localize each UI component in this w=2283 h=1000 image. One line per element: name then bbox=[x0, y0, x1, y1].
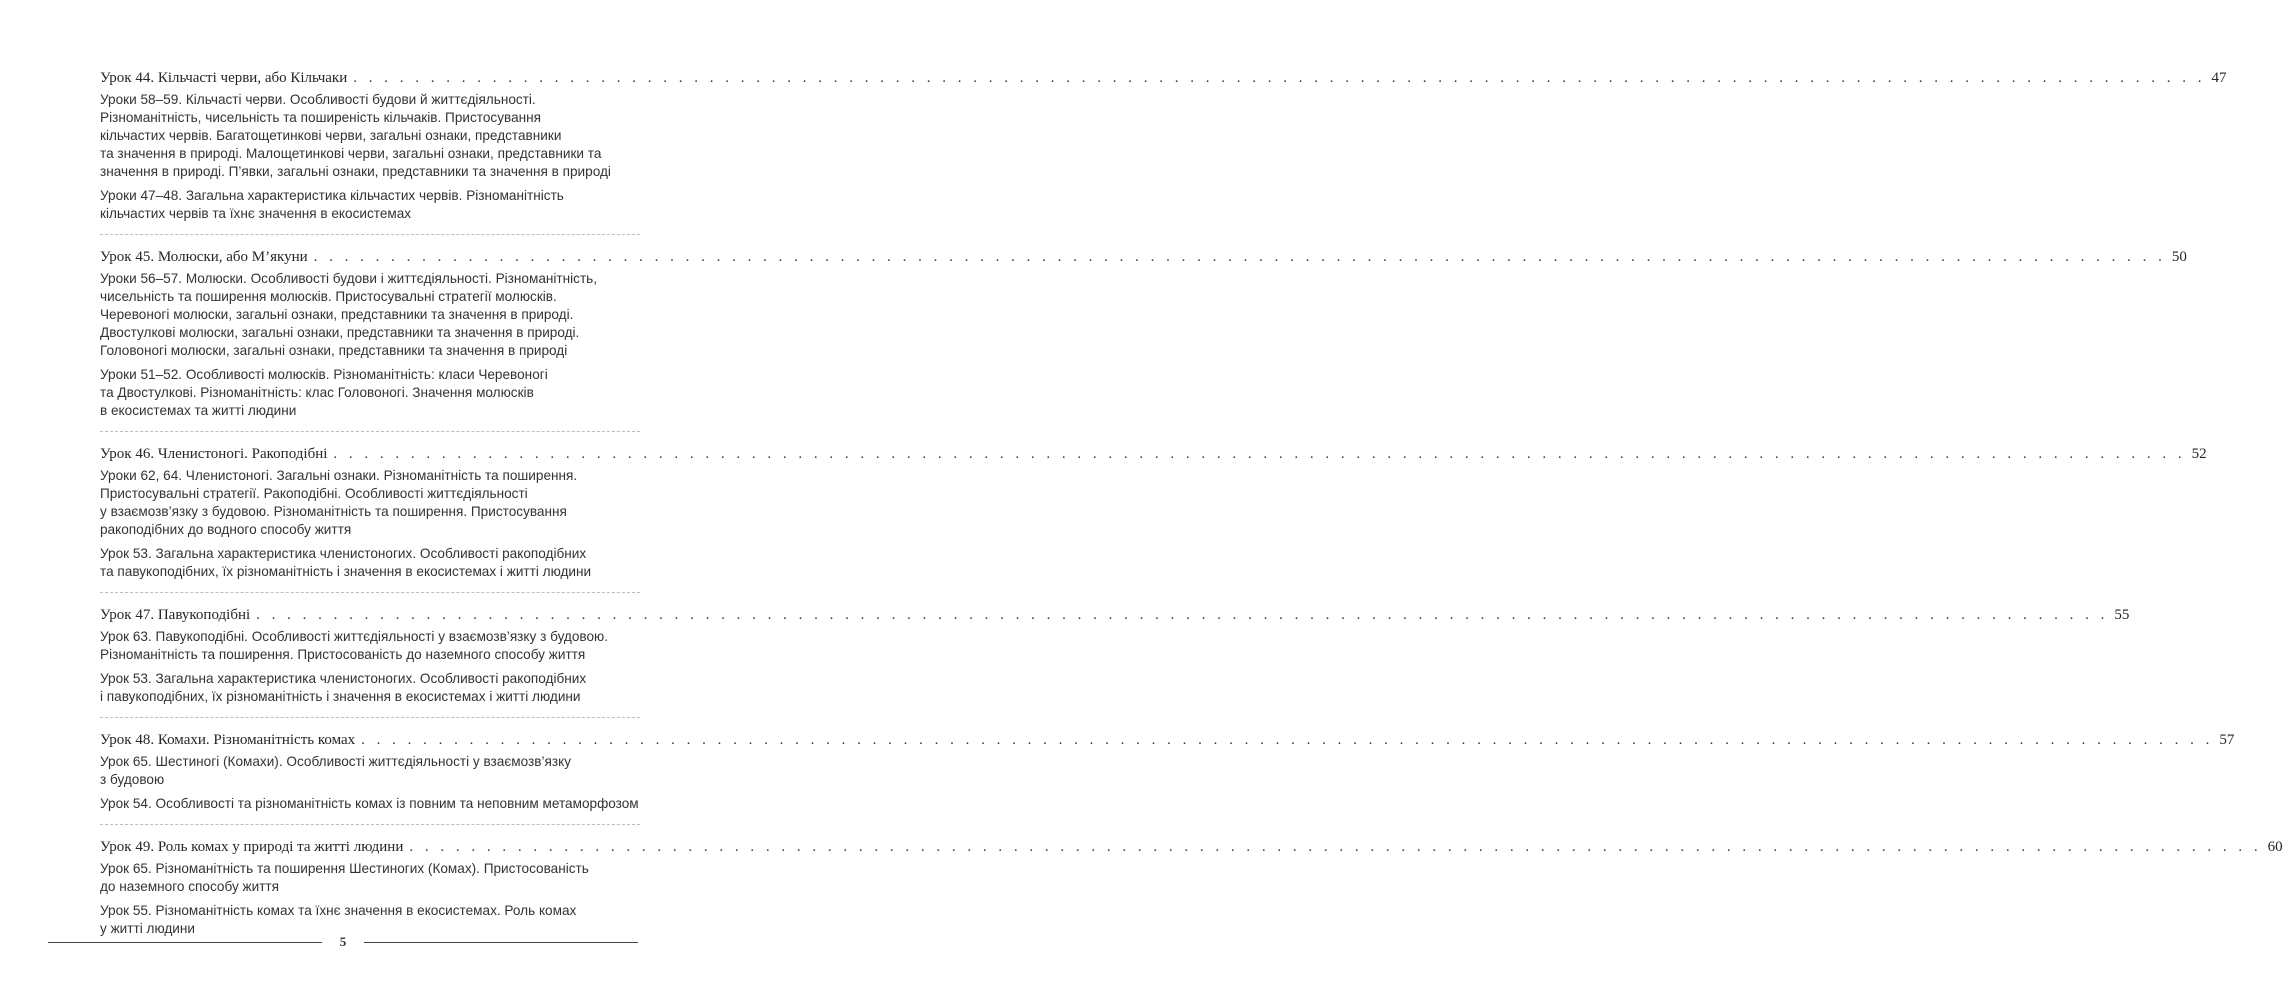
page-reference: 50 bbox=[2171, 249, 2187, 265]
toc-entry[interactable] bbox=[100, 247, 2187, 267]
lesson-description bbox=[100, 545, 640, 581]
description-line: Черевоногі молюски, загальні ознаки, представники та значення в природі. bbox=[100, 307, 574, 322]
lesson-description bbox=[100, 366, 640, 420]
lesson-title: Урок 45. Молюски, або М’якуни bbox=[100, 249, 308, 265]
page-number: 5 bbox=[339, 934, 347, 949]
toc-section bbox=[100, 247, 2187, 420]
description-line: Урок 53. Загальна характеристика членистоногих. Особливості ракоподібних bbox=[100, 671, 587, 686]
lesson-title: Урок 46. Членистоногі. Ракоподібні bbox=[100, 446, 328, 462]
dot-leader: . . . . . . . . . . . . . . . . . . . . . . . . . . . . . . . . . . . . . . . . . . . . . . . . . . . . . . . . . . . . . . . . . . . . . . . . . . . . . . . . . . . . . . . . . . . . . . . . . . . . . . . . . . . . . . . . . . . . . . . . bbox=[256, 607, 2109, 623]
section-divider bbox=[100, 431, 640, 432]
description-line: ракоподібних до водного способу життя bbox=[100, 522, 352, 537]
dot-leader: . . . . . . . . . . . . . . . . . . . . . . . . . . . . . . . . . . . . . . . . . . . . . . . . . . . . . . . . . . . . . . . . . . . . . . . . . . . . . . . . . . . . . . . . . . . . . . . . . . . . . . . . . . . . . . . . . . . . . . . . bbox=[313, 249, 2166, 265]
lesson-title: Урок 44. Кільчасті черви, або Кільчаки bbox=[100, 70, 348, 86]
toc-section bbox=[100, 68, 2227, 223]
section-divider bbox=[100, 592, 640, 593]
lesson-description bbox=[100, 628, 640, 664]
description-line: Уроки 51–52. Особливості молюсків. Різноманітність: класи Черевоногі bbox=[100, 367, 548, 382]
page-reference: 47 bbox=[2211, 70, 2227, 86]
toc-section bbox=[100, 837, 2283, 938]
toc-entry[interactable] bbox=[100, 68, 2227, 88]
description-line: Урок 65. Шестиногі (Комахи). Особливості життєдіяльності у взаємозв’язку bbox=[100, 754, 571, 769]
lesson-description bbox=[100, 467, 640, 539]
lesson-title: Урок 49. Роль комах у природі та житті людини bbox=[100, 839, 404, 855]
page-reference: 57 bbox=[2219, 732, 2235, 748]
toc-entry[interactable] bbox=[100, 605, 2130, 625]
toc-section bbox=[100, 444, 2207, 581]
description-line: Урок 63. Павукоподібні. Особливості життєдіяльності у взаємозв’язку з будовою. bbox=[100, 629, 609, 644]
page-reference: 55 bbox=[2114, 607, 2130, 623]
description-line: і павукоподібних, їх різноманітність і значення в екосистемах і житті людини bbox=[100, 689, 581, 704]
description-line: та значення в природі. Малощетинкові черви, загальні ознаки, представники та bbox=[100, 146, 602, 161]
footer-rule-right bbox=[364, 942, 638, 943]
description-line: Урок 53. Загальна характеристика членистоногих. Особливості ракоподібних bbox=[100, 546, 587, 561]
lesson-description bbox=[100, 860, 640, 896]
description-line: Урок 54. Особливості та різноманітність комах із повним та неповним метаморфозом bbox=[100, 796, 639, 811]
description-line: в екосистемах та житті людини bbox=[100, 403, 297, 418]
description-line: у взаємозв’язку з будовою. Різноманітність та поширення. Пристосування bbox=[100, 504, 567, 519]
description-line: Уроки 58–59. Кільчасті черви. Особливості будови й життєдіяльності. bbox=[100, 92, 536, 107]
toc-entry[interactable] bbox=[100, 730, 2235, 750]
description-line: чисельність та поширення молюсків. Пристосувальні стратегії молюсків. bbox=[100, 289, 557, 304]
dot-leader: . . . . . . . . . . . . . . . . . . . . . . . . . . . . . . . . . . . . . . . . . . . . . . . . . . . . . . . . . . . . . . . . . . . . . . . . . . . . . . . . . . . . . . . . . . . . . . . . . . . . . . . . . . . . . . . . . . . . . . . . bbox=[409, 839, 2262, 855]
toc-entry[interactable] bbox=[100, 837, 2283, 857]
description-line: Уроки 47–48. Загальна характеристика кільчастих червів. Різноманітність bbox=[100, 188, 564, 203]
dot-leader: . . . . . . . . . . . . . . . . . . . . . . . . . . . . . . . . . . . . . . . . . . . . . . . . . . . . . . . . . . . . . . . . . . . . . . . . . . . . . . . . . . . . . . . . . . . . . . . . . . . . . . . . . . . . . . . . . . . . . . . . bbox=[353, 70, 2206, 86]
description-line: Пристосувальні стратегії. Ракоподібні. Особливості життєдіяльності bbox=[100, 486, 528, 501]
description-line: Різноманітність, чисельність та поширеність кільчаків. Пристосування bbox=[100, 110, 542, 125]
section-divider bbox=[100, 717, 640, 718]
description-line: Урок 55. Різноманітність комах та їхнє значення в екосистемах. Роль комах bbox=[100, 903, 577, 918]
lesson-title: Урок 48. Комахи. Різноманітність комах bbox=[100, 732, 356, 748]
description-line: Різноманітність та поширення. Пристосованість до наземного способу життя bbox=[100, 647, 586, 662]
description-line: Уроки 62, 64. Членистоногі. Загальні ознаки. Різноманітність та поширення. bbox=[100, 468, 578, 483]
description-line: у житті людини bbox=[100, 921, 195, 936]
description-line: Двостулкові молюски, загальні ознаки, представники та значення в природі. bbox=[100, 325, 580, 340]
description-line: кільчастих червів та їхнє значення в екосистемах bbox=[100, 206, 412, 221]
table-of-contents bbox=[100, 68, 2283, 944]
section-divider bbox=[100, 824, 640, 825]
page-reference: 52 bbox=[2191, 446, 2207, 462]
toc-section bbox=[100, 605, 2130, 706]
lesson-description bbox=[100, 270, 640, 360]
dot-leader: . . . . . . . . . . . . . . . . . . . . . . . . . . . . . . . . . . . . . . . . . . . . . . . . . . . . . . . . . . . . . . . . . . . . . . . . . . . . . . . . . . . . . . . . . . . . . . . . . . . . . . . . . . . . . . . . . . . . . . . . bbox=[361, 732, 2214, 748]
description-line: Уроки 56–57. Молюски. Особливості будови і життєдіяльності. Різноманітність, bbox=[100, 271, 598, 286]
description-line: та Двостулкові. Різноманітність: клас Головоногі. Значення молюсків bbox=[100, 385, 534, 400]
section-divider bbox=[100, 234, 640, 235]
lesson-description bbox=[100, 795, 640, 813]
dot-leader: . . . . . . . . . . . . . . . . . . . . . . . . . . . . . . . . . . . . . . . . . . . . . . . . . . . . . . . . . . . . . . . . . . . . . . . . . . . . . . . . . . . . . . . . . . . . . . . . . . . . . . . . . . . . . . . . . . . . . . . . bbox=[333, 446, 2186, 462]
description-line: кільчастих червів. Багатощетинкові черви, загальні ознаки, представники bbox=[100, 128, 562, 143]
description-line: Урок 65. Різноманітність та поширення Шестиногих (Комах). Пристосованість bbox=[100, 861, 589, 876]
lesson-description bbox=[100, 187, 640, 223]
description-line: до наземного способу життя bbox=[100, 879, 280, 894]
description-line: значення в природі. П’явки, загальні ознаки, представники та значення в природі bbox=[100, 164, 611, 179]
lesson-description bbox=[100, 670, 640, 706]
description-line: та павукоподібних, їх різноманітність і значення в екосистемах і житті людини bbox=[100, 564, 592, 579]
page-footer bbox=[48, 932, 638, 952]
lesson-title: Урок 47. Павукоподібні bbox=[100, 607, 251, 623]
description-line: Головоногі молюски, загальні ознаки, представники та значення в природі bbox=[100, 343, 568, 358]
toc-section bbox=[100, 730, 2235, 813]
page-reference: 60 bbox=[2267, 839, 2283, 855]
toc-entry[interactable] bbox=[100, 444, 2207, 464]
description-line: з будовою bbox=[100, 772, 165, 787]
lesson-description bbox=[100, 91, 640, 181]
footer-rule-left bbox=[48, 942, 322, 943]
lesson-description bbox=[100, 753, 640, 789]
